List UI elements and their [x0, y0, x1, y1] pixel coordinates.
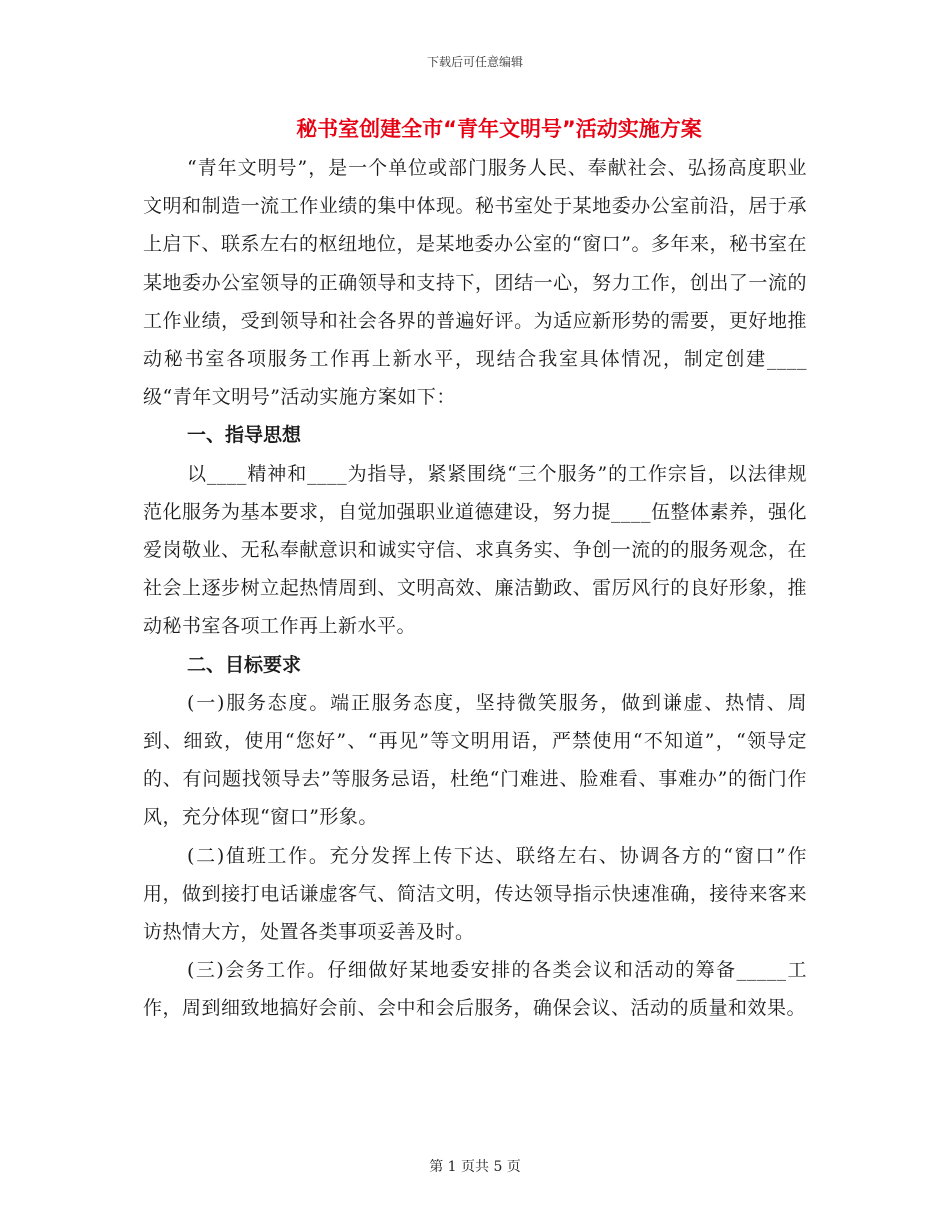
page-footer: 第 1 页共 5 页: [429, 1159, 521, 1175]
goal-item-meeting-work: (三)会务工作。仔细做好某地委安排的各类会议和活动的筹备_____工作，周到细致地搞好会前、会中和会后服务，确保会议、活动的质量和效果。: [143, 959, 807, 1020]
section-heading-goals: 二、目标要求: [187, 653, 302, 676]
document-body: [143, 149, 807, 1028]
section-heading-guiding-ideology: 一、指导思想: [187, 424, 302, 447]
intro-paragraph: “青年文明号”，是一个单位或部门服务人民、奉献社会、弘扬高度职业文明和制造一流工作业绩的集中体现。秘书室处于某地委办公室前沿，居于承上启下、联系左右的枢纽地位，是某地委办公室的“窗口”。多年来，秘书室在某地委办公室领导的正确领导和支持下，团结一心，努力工作，创出了一流的工作业绩，受到领导和社会各界的普遍好评。为适应新形势的需要，更好地推动秘书室各项服务工作再上新水平，现结合我室具体情况，制定创建____级“青年文明号”活动实施方案如下：: [143, 157, 807, 409]
goal-item-service-attitude: (一)服务态度。端正服务态度，坚持微笑服务，做到谦虚、热情、周到、细致，使用“您好”、“再见”等文明用语，严禁使用“不知道”，“领导定的、有问题找领导去”等服务忌语，杜绝“门难进、脸难看、事难办”的衙门作风，充分体现“窗口”形象。: [143, 691, 807, 829]
document-title: 秘书室创建全市“青年文明号”活动实施方案: [296, 117, 702, 141]
guiding-ideology-paragraph: 以____精神和____为指导，紧紧围绕“三个服务”的工作宗旨，以法律规范化服务为基本要求，自觉加强职业道德建设，努力提____伍整体素养，强化爱岗敬业、无私奉献意识和诚实守信、求真务实、争创一流的的服务观念，在社会上逐步树立起热情周到、文明高效、廉洁勤政、雷厉风行的良好形象，推动秘书室各项工作再上新水平。: [143, 462, 808, 638]
goal-item-duty-work: (二)值班工作。充分发挥上传下达、联络左右、协调各方的“窗口”作用，做到接打电话谦虚客气、简洁文明，传达领导指示快速准确，接待来客来访热情大方，处置各类事项妥善及时。: [143, 844, 807, 944]
header-note: 下载后可任意编辑: [426, 55, 523, 69]
